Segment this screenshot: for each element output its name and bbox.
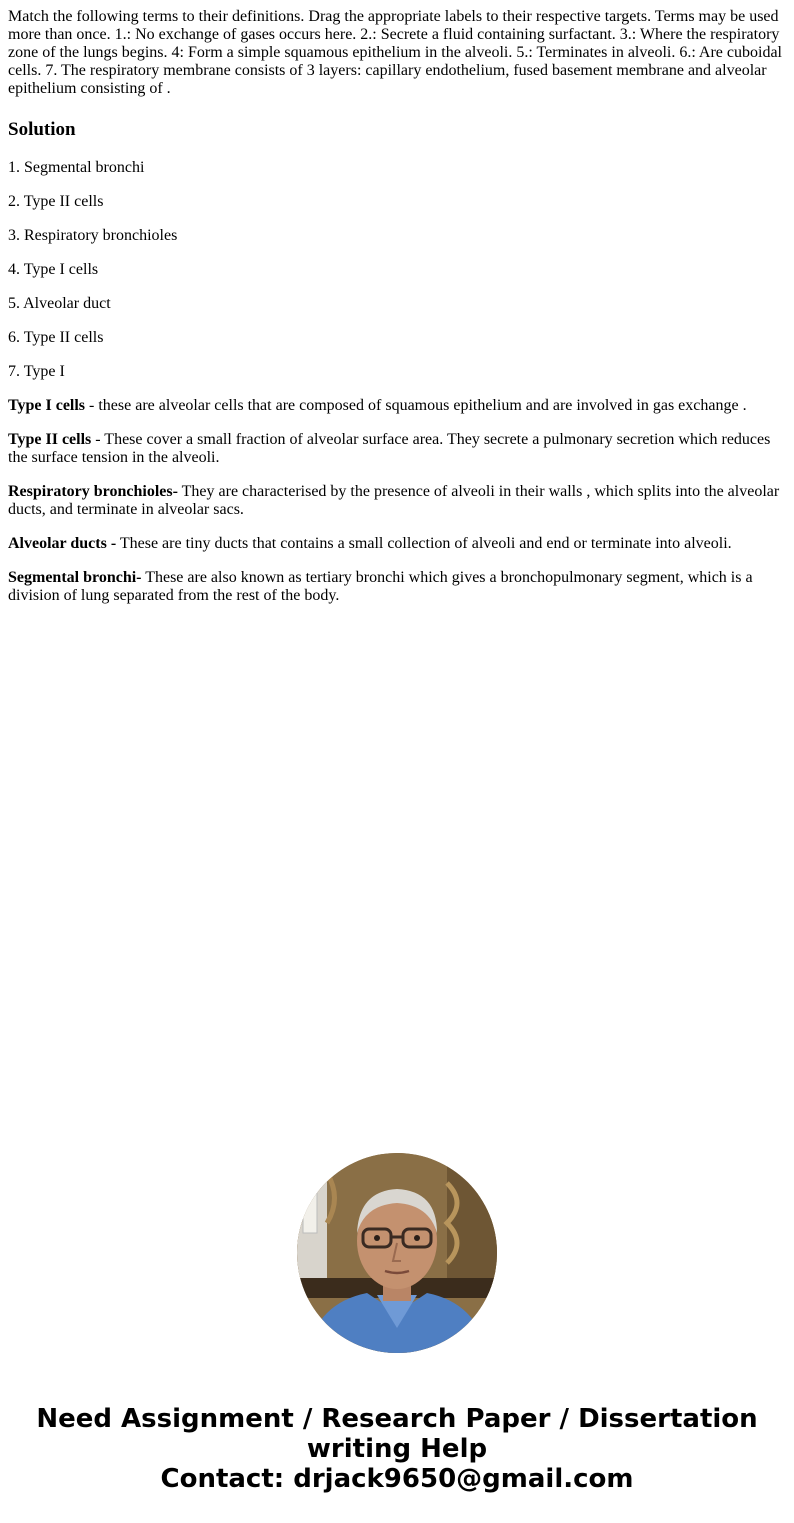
footer-contact: Contact: drjack9650@gmail.com [160,1464,634,1494]
explanation-text: These are tiny ducts that contains a small collection of alveoli and end or terminate into alveoli. [116,535,732,552]
explanation-term: Type II cells [8,431,92,448]
answer-item: 5. Alveolar duct [8,295,111,312]
explanation-term: Respiratory bronchioles- [8,483,178,500]
footer-banner [0,1404,794,1494]
explanation-text: - these are alveolar cells that are composed of squamous epithelium and are involved in gas exchange . [85,397,747,414]
explanation-type-ii [8,431,786,467]
explanation-term: Segmental bronchi- [8,569,142,586]
portrait-illustration [297,1153,497,1353]
answer-item: 2. Type II cells [8,193,104,210]
explanation-respiratory-bronchioles [8,483,786,519]
answer-item: 4. Type I cells [8,261,99,278]
explanation-text: - These cover a small fraction of alveolar surface area. They secrete a pulmonary secretion which reduces the surface tension in the alveoli. [8,431,771,466]
explanation-text: They are characterised by the presence of alveoli in their walls , which splits into the alveolar ducts, and terminate in alveolar sacs. [8,483,780,518]
explanation-alveolar-ducts [8,535,786,553]
solution-heading: Solution [8,119,76,140]
main-content [8,8,786,605]
explanation-text: These are also known as tertiary bronchi which gives a bronchopulmonary segment, which is a division of lung separated from the rest of the body. [8,569,753,604]
question-text: Match the following terms to their definitions. Drag the appropriate labels to their respective targets. Terms may be used more than once. 1.: No exchange of gases occurs here. 2.: Secrete a fluid containing surfactant. 3.: Where the respiratory zone of the lungs begins. 4: Form a simple squamous epithelium in the alveoli. 5.: Terminates in alveoli. 6.: Are cuboidal cells. 7. The respiratory membrane consists of 3 layers: capillary endothelium, fused basement membrane and alveolar epithelium consisting of . [8,8,782,97]
answer-item: 3. Respiratory bronchioles [8,227,178,244]
explanation-segmental-bronchi [8,569,786,605]
explanation-term: Type I cells [8,397,86,414]
answer-item: 7. Type I [8,363,65,380]
explanation-type-i [8,397,786,415]
answer-item: 1. Segmental bronchi [8,159,145,176]
answer-item: 6. Type II cells [8,329,104,346]
footer-line: writing Help [306,1434,488,1464]
explanation-term: Alveolar ducts - [8,535,117,552]
avatar [297,1153,497,1353]
footer-line: Need Assignment / Research Paper / Dissertation [36,1404,758,1434]
